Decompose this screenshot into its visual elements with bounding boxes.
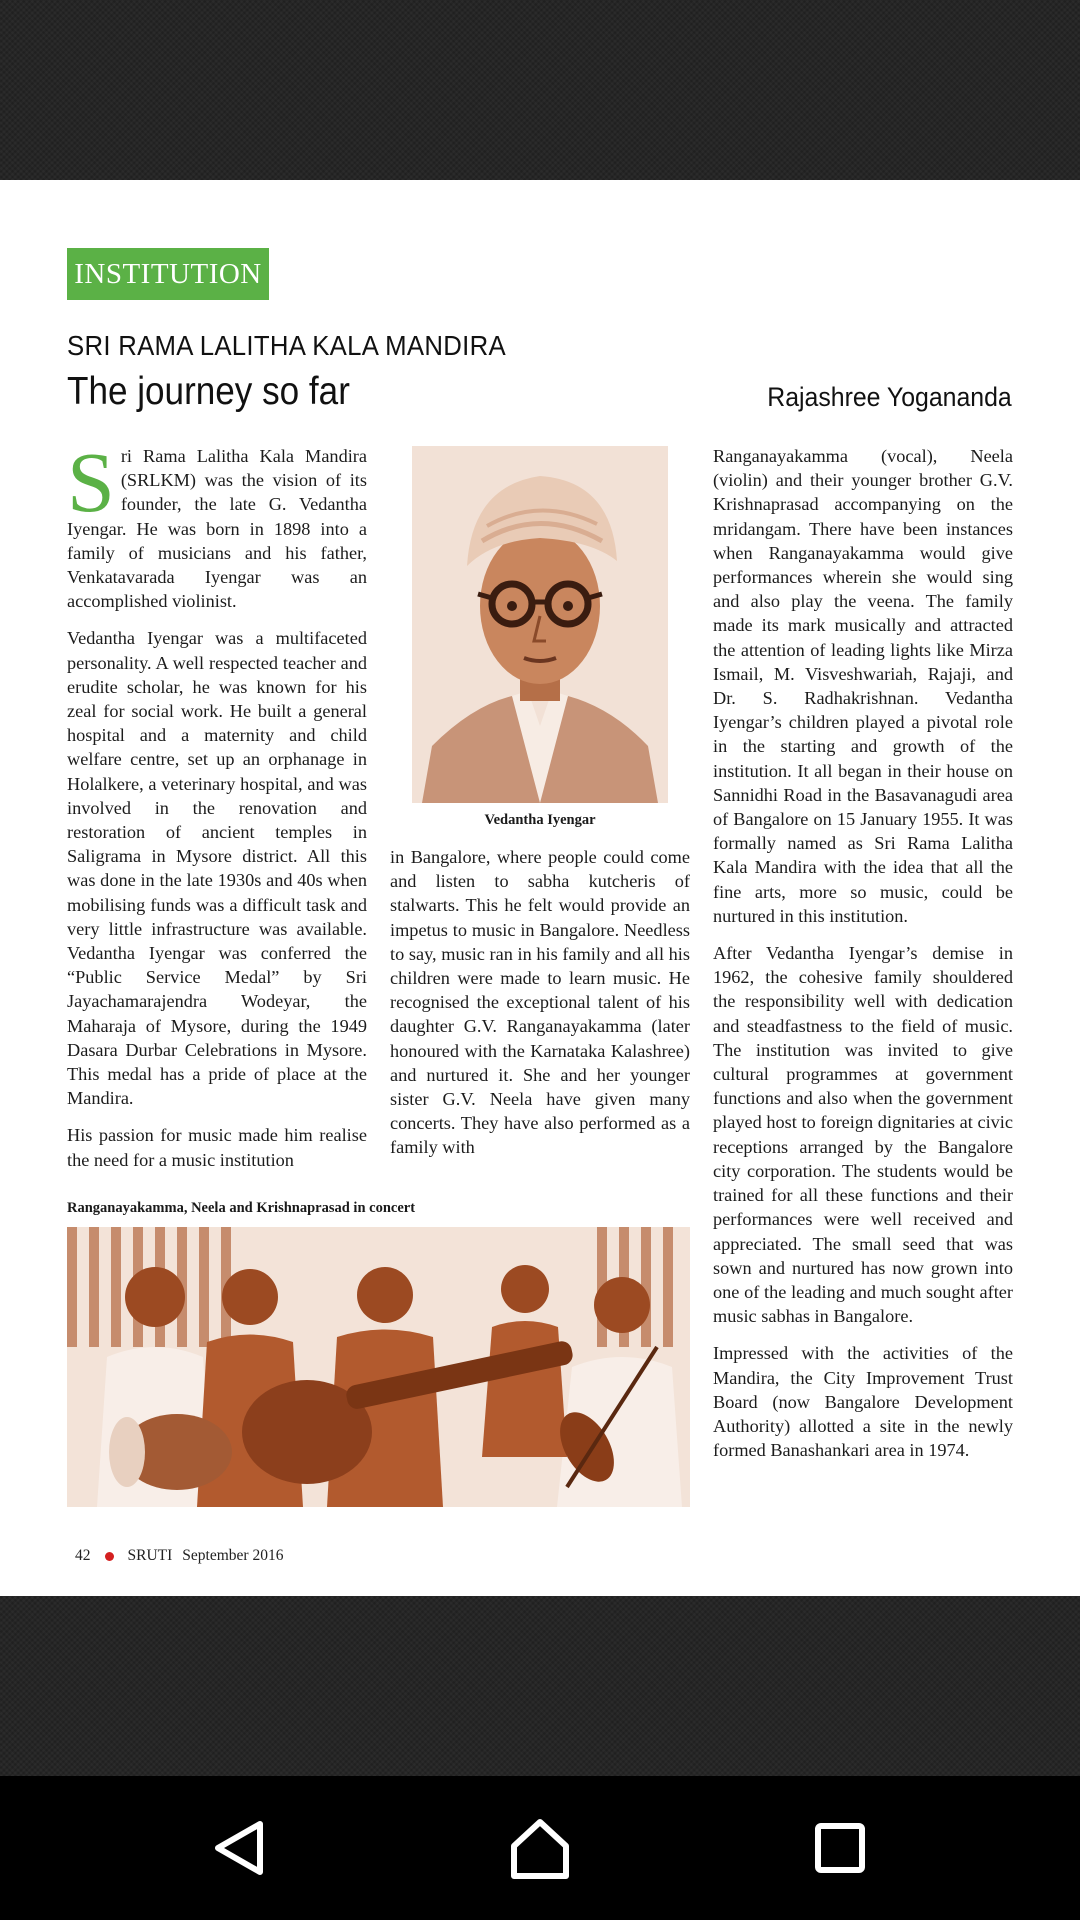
- recents-button[interactable]: [800, 1808, 880, 1888]
- portrait-caption: Vedantha Iyengar: [484, 812, 596, 828]
- article-kicker: SRI RAMA LALITHA KALA MANDIRA: [67, 330, 506, 361]
- page-number: 42: [75, 1547, 91, 1564]
- article-byline: Rajashree Yogananda: [767, 382, 1012, 412]
- top-background: [0, 0, 1080, 180]
- paragraph: Vedantha Iyengar was a multifaceted personality. A well respected teacher and erudite scholar, he was known for his zeal for social work. He built a general hospital and a maternity and child welfare centre, set up an orphanage in Holalkere, a veterinary hospital, and was involved in the renovation and restoration of ancient temples in Saligrama in Mysore district. All this was done in the late 1930s and 40s when mobilising funds was a difficult task and very little infrastructure was available. Vedantha Iyengar was conferred the “Public Service Medal” by Sri Jayachamarajendra Wodeyar, the Maharaja of Mysore, during the 1949 Dasara Durbar Celebrations in Mysore. This medal has a pride of place at the Mandira.: [67, 628, 367, 1109]
- text-column-1: [67, 434, 367, 1185]
- paragraph: Sri Rama Lalitha Kala Mandira (SRLKM) was the vision of its founder, the late G. Vedantha Iyengar. He was born in 1898 into a family of musicians and his father, Venkatavarada Iyengar was an accomplished violinist.: [67, 434, 367, 612]
- section-tag: INSTITUTION: [67, 248, 269, 300]
- android-nav-bar: [0, 1776, 1080, 1920]
- bullet-icon: [105, 1552, 114, 1561]
- paragraph: in Bangalore, where people could come and listen to sabha kutcheris of stalwarts. This he felt would provide an impetus to music in Bangalore. Needless to say, music ran in his family and all his children were made to learn music. He recognised the exceptional talent of his daughter G.V. Ranganayakamma (later honoured with the Karnataka Kalashree) and nurtured it. She and her younger sister G.V. Neela have given many concerts. They have also performed as a family with: [390, 847, 690, 1158]
- back-icon: [210, 1818, 270, 1878]
- home-button[interactable]: [500, 1808, 580, 1888]
- back-button[interactable]: [200, 1808, 280, 1888]
- home-icon: [508, 1816, 572, 1880]
- concert-group-photo: [67, 1227, 690, 1507]
- magazine-name: SRUTI: [127, 1547, 173, 1564]
- paragraph: His passion for music made him realise the need for a music institution: [67, 1125, 367, 1170]
- paragraph: After Vedantha Iyengar’s demise in 1962, the cohesive family shouldered the responsibility well with dedication and steadfastness to the field of music. The institution was invited to give cultural programmes at government functions and also when the government played host to foreign dignitaries at civic receptions arranged by the Bangalore city corporation. The students would be trained for all these functions and their performances were well received and appreciated. The small seed that was sown and nurtured has now grown into one of the leading and much sought after music sabhas in Bangalore.: [713, 943, 1013, 1327]
- group-photo-caption: Ranganayakamma, Neela and Krishnaprasad in concert: [67, 1200, 416, 1216]
- page-footer: [75, 1547, 283, 1565]
- magazine-page[interactable]: [0, 180, 1080, 1596]
- recents-icon: [810, 1818, 870, 1878]
- text-column-3: [713, 444, 1013, 1475]
- text-column-2: [390, 845, 690, 1173]
- portrait-photo: [412, 446, 668, 803]
- drop-cap: S: [67, 434, 115, 530]
- issue-date: September 2016: [182, 1547, 284, 1564]
- paragraph: Impressed with the activities of the Mandira, the City Improvement Trust Board (now Bangalore Development Authority) allotted a site in the newly formed Banashankari area in 1974.: [713, 1343, 1013, 1461]
- article-headline: The journey so far: [67, 370, 350, 413]
- paragraph: Ranganayakamma (vocal), Neela (violin) and their younger brother G.V. Krishnaprasad accompanying on the mridangam. There have been instances when Ranganayakamma would give performances wherein she would sing and also play the veena. The family made its mark musically and attracted the attention of leading lights like Mirza Ismail, M. Visveshwariah, Rajaji, and Dr. S. Radhakrishnan. Vedantha Iyengar’s children played a pivotal role in the starting and growth of the institution. It all began in their house on Sannidhi Road in the Basavanagudi area of Bangalore on 15 January 1955. It was formally named as Sri Rama Lalitha Kala Mandira with the idea that all the fine arts, more so music, could be nurtured in this institution.: [713, 446, 1013, 926]
- bottom-background: [0, 1596, 1080, 1776]
